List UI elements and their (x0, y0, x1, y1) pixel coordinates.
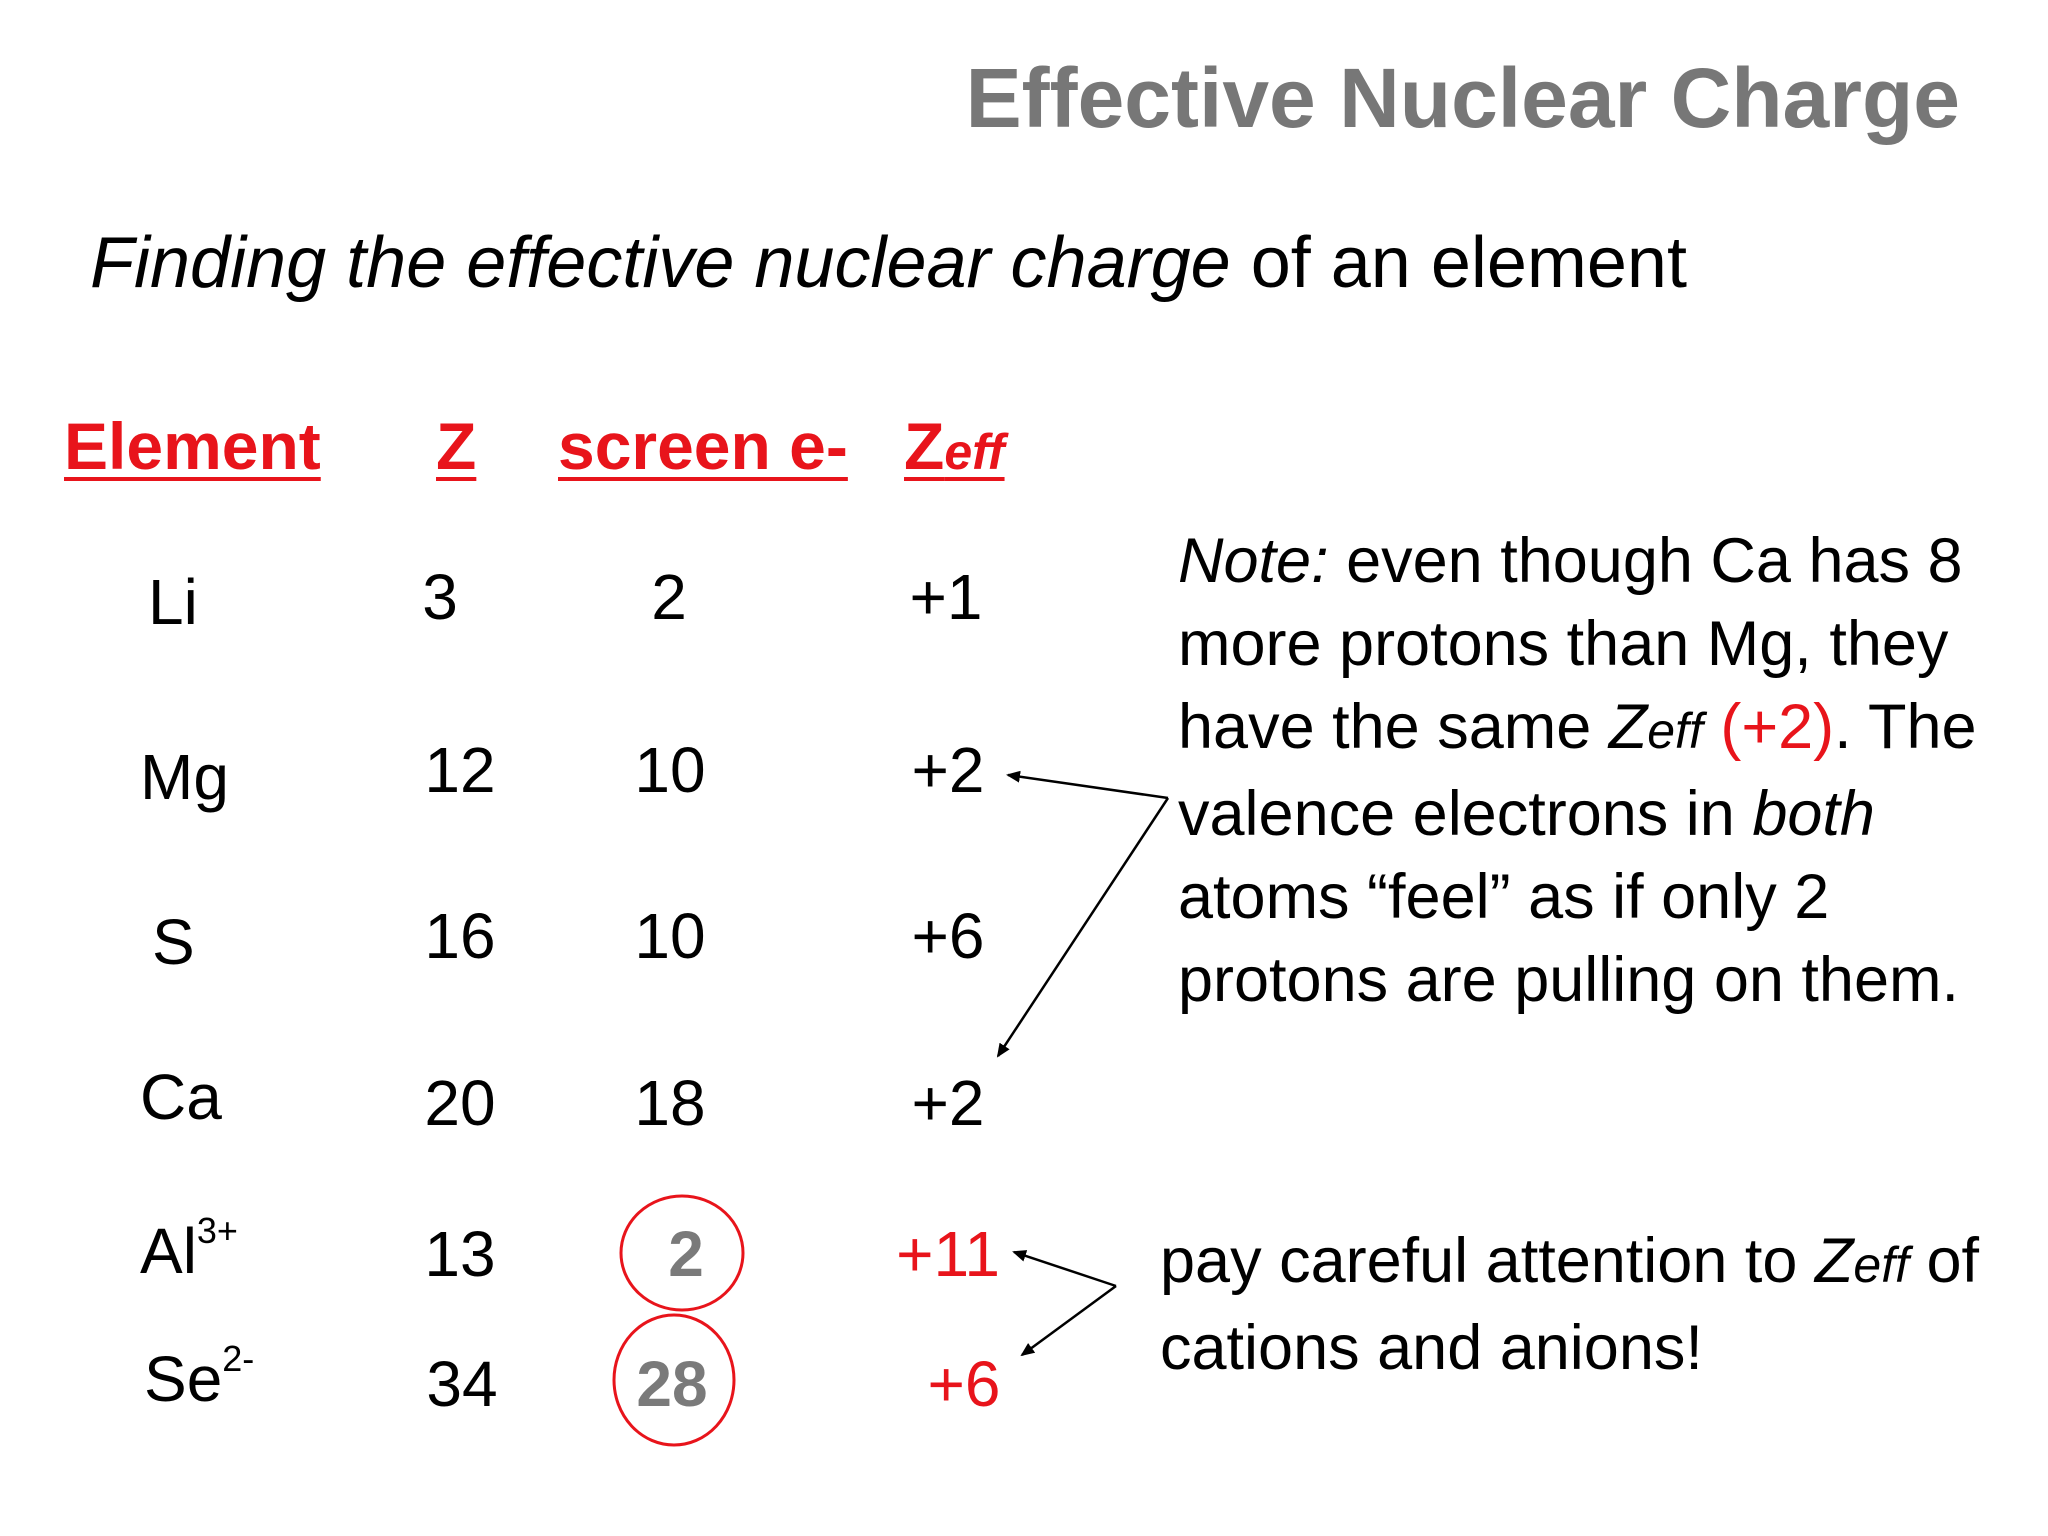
slide-title: Effective Nuclear Charge (965, 51, 1960, 145)
subtitle-italic: Finding the effective nuclear charge (90, 223, 1231, 303)
row-se-screen: 28 (636, 1348, 708, 1420)
row-ca-screen: 18 (634, 1067, 706, 1139)
row-al-symbol: Al (140, 1215, 197, 1287)
row-s-zeff: +6 (911, 900, 985, 972)
ions-note-text-2: of cations and anions! (1160, 1226, 1980, 1383)
row-mg-z: 12 (424, 734, 496, 806)
note-red-value: (+2) (1720, 692, 1835, 762)
row-s-screen: 10 (634, 900, 706, 972)
row-se-z: 34 (426, 1348, 498, 1420)
header-zeff-main: Z (904, 409, 945, 483)
note-zeff-z: Z (1608, 692, 1648, 762)
row-al-z: 13 (424, 1218, 496, 1290)
row-se-zeff: +6 (927, 1348, 1001, 1420)
ions-note-zeff-z: Z (1814, 1226, 1854, 1296)
row-mg-element: Mg (140, 741, 229, 813)
row-mg-screen: 10 (634, 734, 706, 806)
ions-note-text-1: pay careful attention to (1160, 1226, 1815, 1296)
circle-se-screen (614, 1315, 734, 1445)
note-zeff-sub: eff (1647, 703, 1703, 759)
subtitle-plain: of an element (1230, 223, 1687, 303)
row-se-symbol: Se (144, 1343, 223, 1415)
header-zeff-sub: eff (944, 424, 1005, 480)
note-both: both (1752, 779, 1875, 849)
row-al-zeff: +11 (896, 1218, 1000, 1290)
ions-note-zeff-sub: eff (1853, 1237, 1909, 1293)
row-al-charge: 3+ (196, 1210, 238, 1251)
arrow-to-se (1022, 1286, 1116, 1355)
circle-al-screen (621, 1196, 743, 1310)
header-z: Z (436, 409, 477, 483)
row-ca-zeff: +2 (911, 1067, 985, 1139)
row-s-element: S (152, 906, 195, 978)
header-element: Element (64, 409, 321, 483)
row-al-screen: 2 (668, 1218, 704, 1290)
note-label: Note: (1178, 526, 1329, 596)
header-screen: screen e- (558, 409, 848, 483)
row-li-z: 3 (422, 561, 458, 633)
row-li-screen: 2 (651, 561, 687, 633)
note-text-1: even though Ca has 8 more protons than Mg, they have the same (1178, 526, 1963, 762)
row-se-charge: 2- (222, 1338, 255, 1379)
row-s-z: 16 (424, 900, 496, 972)
note-text-2: . The valence electrons in (1178, 692, 1977, 849)
row-ca-z: 20 (424, 1067, 496, 1139)
note-text-3: atoms “feel” as if only 2 protons are pulling on them. (1178, 862, 1959, 1015)
row-li-zeff: +1 (909, 561, 983, 633)
row-mg-zeff: +2 (911, 734, 985, 806)
row-ca-element: Ca (140, 1061, 222, 1133)
row-li-element: Li (148, 566, 198, 638)
arrow-to-al (1014, 1252, 1116, 1286)
arrow-to-ca (998, 798, 1168, 1056)
arrow-to-mg (1008, 775, 1168, 798)
